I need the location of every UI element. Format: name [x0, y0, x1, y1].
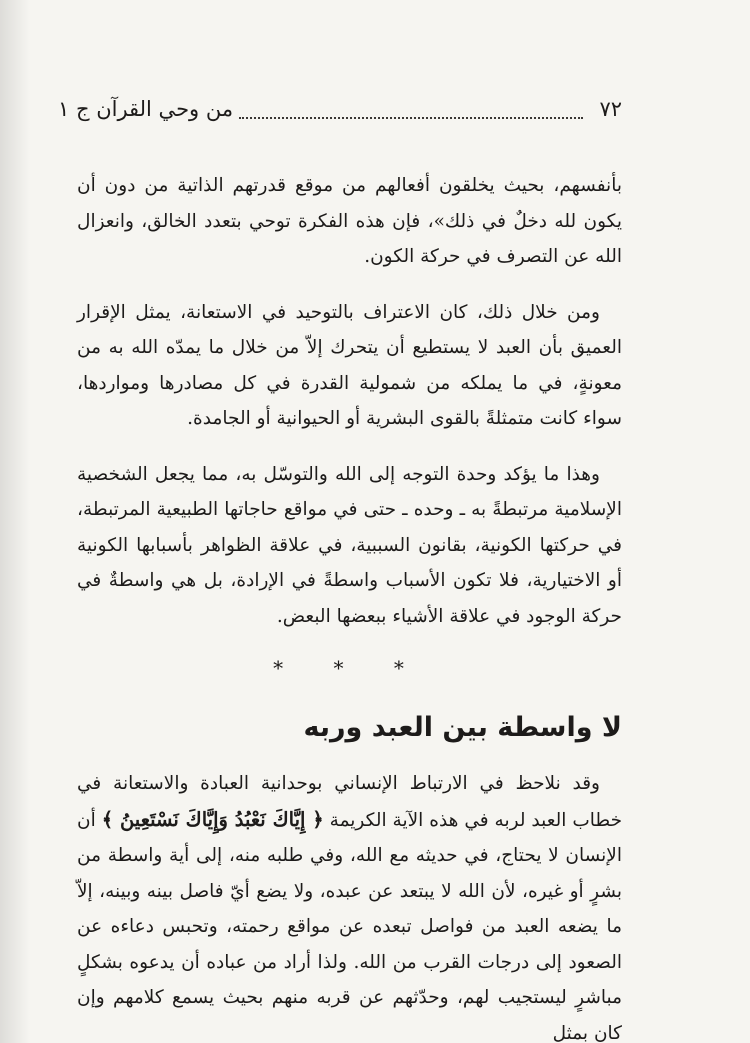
section-title: لا واسطة بين العبد وربه: [303, 712, 622, 743]
paragraph-text-after-verse: أن الإنسان لا يحتاج، في حديثه مع الله، وفي طلبه منه، إلى أية واسطة من بشرٍ أو غيره، لأن الله لا يبتعد عن عبده، ولا يضع أيّ فاصل بينه وبينه، إلاّ ما يضعه العبد من فواصل تبعده عن مواقع رحمته، وتحبس دعاءه عن الصعود إلى درجات القرب من الله. ولذا أراد من عباده أن يدعوه بشكلٍ مباشرٍ ليستجيب لهم، وحدّثهم عن قربه منهم بحيث يسمع كلامهم وإن كان بمثل: [77, 809, 622, 1043]
paragraph: ومن خلال ذلك، كان الاعتراف بالتوحيد في الاستعانة، يمثل الإقرار العميق بأن العبد لا يستطيع أن يتحرك إلاّ من خلال ما يمدّه الله به من معونةٍ، في ما يملكه من شمولية القدرة في كل مصادرها ومواردها، سواء كانت متمثلةً بالقوى البشرية أو الحيوانية أو الجامدة.: [77, 301, 622, 429]
page-edge-shadow: [0, 0, 30, 1043]
quran-verse: ﴿ إِيَّاكَ نَعْبُدُ وَإِيَّاكَ نَسْتَعِينُ ﴾: [101, 807, 324, 831]
page-header: [58, 92, 622, 126]
header-dot-leader: [239, 99, 583, 119]
paragraph: وهذا ما يؤكد وحدة التوجه إلى الله والتوسّل به، مما يجعل الشخصية الإسلامية مرتبطةً به ـ وحده ـ حتى في مواقع حاجاتها الطبيعية المرتبطة، في حركتها الكونية، بقانون السببية، في علاقة الظواهر بأسبابها الكونية أو الاختيارية، فلا تكون الأسباب واسطةً في الإرادة، بل هي واسطةٌ في حركة الوجود في علاقة الأشياء ببعضها البعض.: [77, 463, 622, 627]
paragraph-text-before-verse: وقد نلاحظ في الارتباط الإنساني بوحدانية العبادة والاستعانة في خطاب العبد لربه في هذه الآية الكريمة: [77, 773, 623, 831]
page-number: ٧٢: [599, 97, 622, 121]
running-title: من وحي القرآن ج ١: [58, 97, 234, 121]
section-paragraph: [77, 766, 622, 1043]
section-separator: * * *: [273, 656, 426, 680]
page-content: [77, 168, 622, 1043]
paragraph: بأنفسهم، بحيث يخلقون أفعالهم من موقع قدرتهم الذاتية من دون أن يكون لله دخلٌ في ذلك»، فإن هذه الفكرة توحي بتعدد الخالق، وانعزال الله عن التصرف في حركة الكون.: [77, 175, 622, 267]
